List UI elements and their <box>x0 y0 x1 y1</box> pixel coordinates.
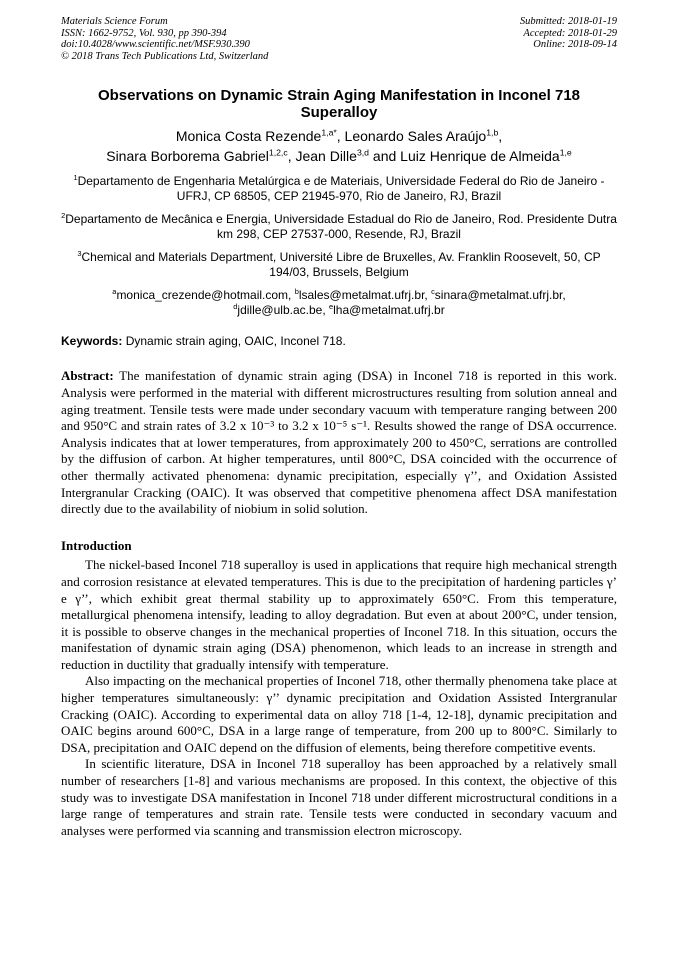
page-header <box>61 16 617 62</box>
author-list <box>41 126 637 166</box>
header-line: Online: 2018-09-14 <box>533 39 617 51</box>
header-line: doi:10.4028/www.scientific.net/MSF.930.390 <box>61 39 250 51</box>
body-paragraph: Also impacting on the mechanical properties of Inconel 718, other thermally phenomena take place at higher temperatures simultaneously: γ’’ dynamic precipitation and Oxidation Assisted Intergranular Cracking (OAIC). According to experimental data on alloy 718 [1-4, 12-18], dynamic precipitation and OAIC begins around 600°C, DSA in a large range of temperature, from 200 up to 800°C. Similarly to DSA, precipitation and OAIC depend on the diffusion of elements, being therefore competitive events. <box>61 673 617 755</box>
keywords-line <box>61 333 617 349</box>
text-line: Monica Costa Rezende$^{1,a*}$, Leonardo Sales Araújo$^{1,b}$, <box>175 127 503 145</box>
affiliation: $^3$Chemical and Materials Department, Université Libre de Bruxelles, Av. Franklin Roosevelt, 50, CP 194/03, Brussels, Belgium <box>77 249 601 280</box>
header-line: Submitted: 2018-01-19 <box>519 16 617 27</box>
header-line: ISSN: 1662-9752, Vol. 930, pp 390-394 <box>61 27 227 39</box>
header-line: Accepted: 2018-01-29 <box>523 27 617 39</box>
header-line: © 2018 Trans Tech Publications Ltd, Switzerland <box>61 50 269 62</box>
affiliation: $^1$Departamento de Engenharia Metalúrgica e de Materiais, Universidade Federal do Rio de Janeiro - UFRJ, CP 68505, CEP 21945-970, Rio de Janeiro, RJ, Brazil <box>73 173 605 204</box>
keywords-label: Keywords: <box>61 334 123 349</box>
body-paragraph: The nickel-based Inconel 718 superalloy is used in applications that require high mechanical strength and corrosion resistance at elevated temperatures. This is due to the precipitation of hardening particles γ’ e γ’’, which exhibit great thermal stability up to approximately 650°C. From this temperature, metallurgical phenomena intensify, leading to alloy degradation. But even at about 200°C, under tension, it is possible to observe changes in the mechanical properties of Inconel 718. In this situation, occurs the manifestation of dynamic strain aging (DSA) phenomenon, which leads to an increase in strength and reduction in ductility that gradually intensify with temperature. <box>61 557 617 672</box>
body-paragraph: In scientific literature, DSA in Inconel 718 superalloy has been approached by a relatively small number of researchers [1-8] and various mechanisms are proposed. In this context, the objective of this study was to investigate DSA manifestation in Inconel 718 under different microstructural conditions in a large range of temperatures and strain rate. Tensile tests were conducted in secondary vacuum and analyses were performed via scanning and transmission electron microscopy. <box>61 756 617 838</box>
abstract-text: The manifestation of dynamic strain aging (DSA) in Inconel 718 is reported in this work. Analysis were performed in the material with different microstructures resulting from solution anneal and aging treatment. Tensile tests were made under secondary vacuum with temperature ranging between 200 and 950°C and strain rates of 3.2 x 10⁻³ to 3.2 x 10⁻⁵ s⁻¹. Results showed the range of DSA occurrence. Analysis indicates that at lower temperatures, from approximately 200 to 450°C, serrations are controlled by the diffusion of carbon. At higher temperatures, until 800°C, DSA coincided with the occurrence of other thermally activated phenomena: dynamic precipitation, especially γ’’, and Oxidation Assisted Intergranular Cracking (OAIC). It was observed that competitive phenomena affect DSA manifestation directly due to the availability of niobium in solid solution. <box>61 368 617 517</box>
affiliation-list <box>61 174 617 280</box>
paper-title: Observations on Dynamic Strain Aging Manifestation in Inconel 718 Superalloy <box>97 87 581 122</box>
author-emails <box>61 288 617 318</box>
journal-info <box>61 16 268 62</box>
text-line: Sinara Borborema Gabriel$^{1,2,c}$, Jean Dille$^{3,d}$ and Luiz Henrique de Almeida$^{1,e}$ <box>106 147 572 165</box>
affiliation: $^2$Departamento de Mecânica e Energia, Universidade Estadual do Rio de Janeiro, Rod. Presidente Dutra km 298, CEP 27537-000, Resende, RJ, Brazil <box>61 211 617 242</box>
text-line: $^a$monica_crezende@hotmail.com, $^b$lsales@metalmat.ufrj.br, $^c$sinara@metalmat.ufrj.br, <box>112 287 566 303</box>
abstract-label: Abstract: <box>61 368 114 384</box>
introduction-heading: Introduction <box>61 537 132 553</box>
introduction-body <box>61 557 617 839</box>
header-line: Materials Science Forum <box>61 16 168 27</box>
abstract <box>61 368 617 517</box>
keywords-text: Dynamic strain aging, OAIC, Inconel 718. <box>122 334 346 349</box>
submission-dates <box>520 16 617 51</box>
text-line: $^d$jdille@ulb.ac.be, $^e$lha@metalmat.ufrj.br <box>233 302 445 318</box>
